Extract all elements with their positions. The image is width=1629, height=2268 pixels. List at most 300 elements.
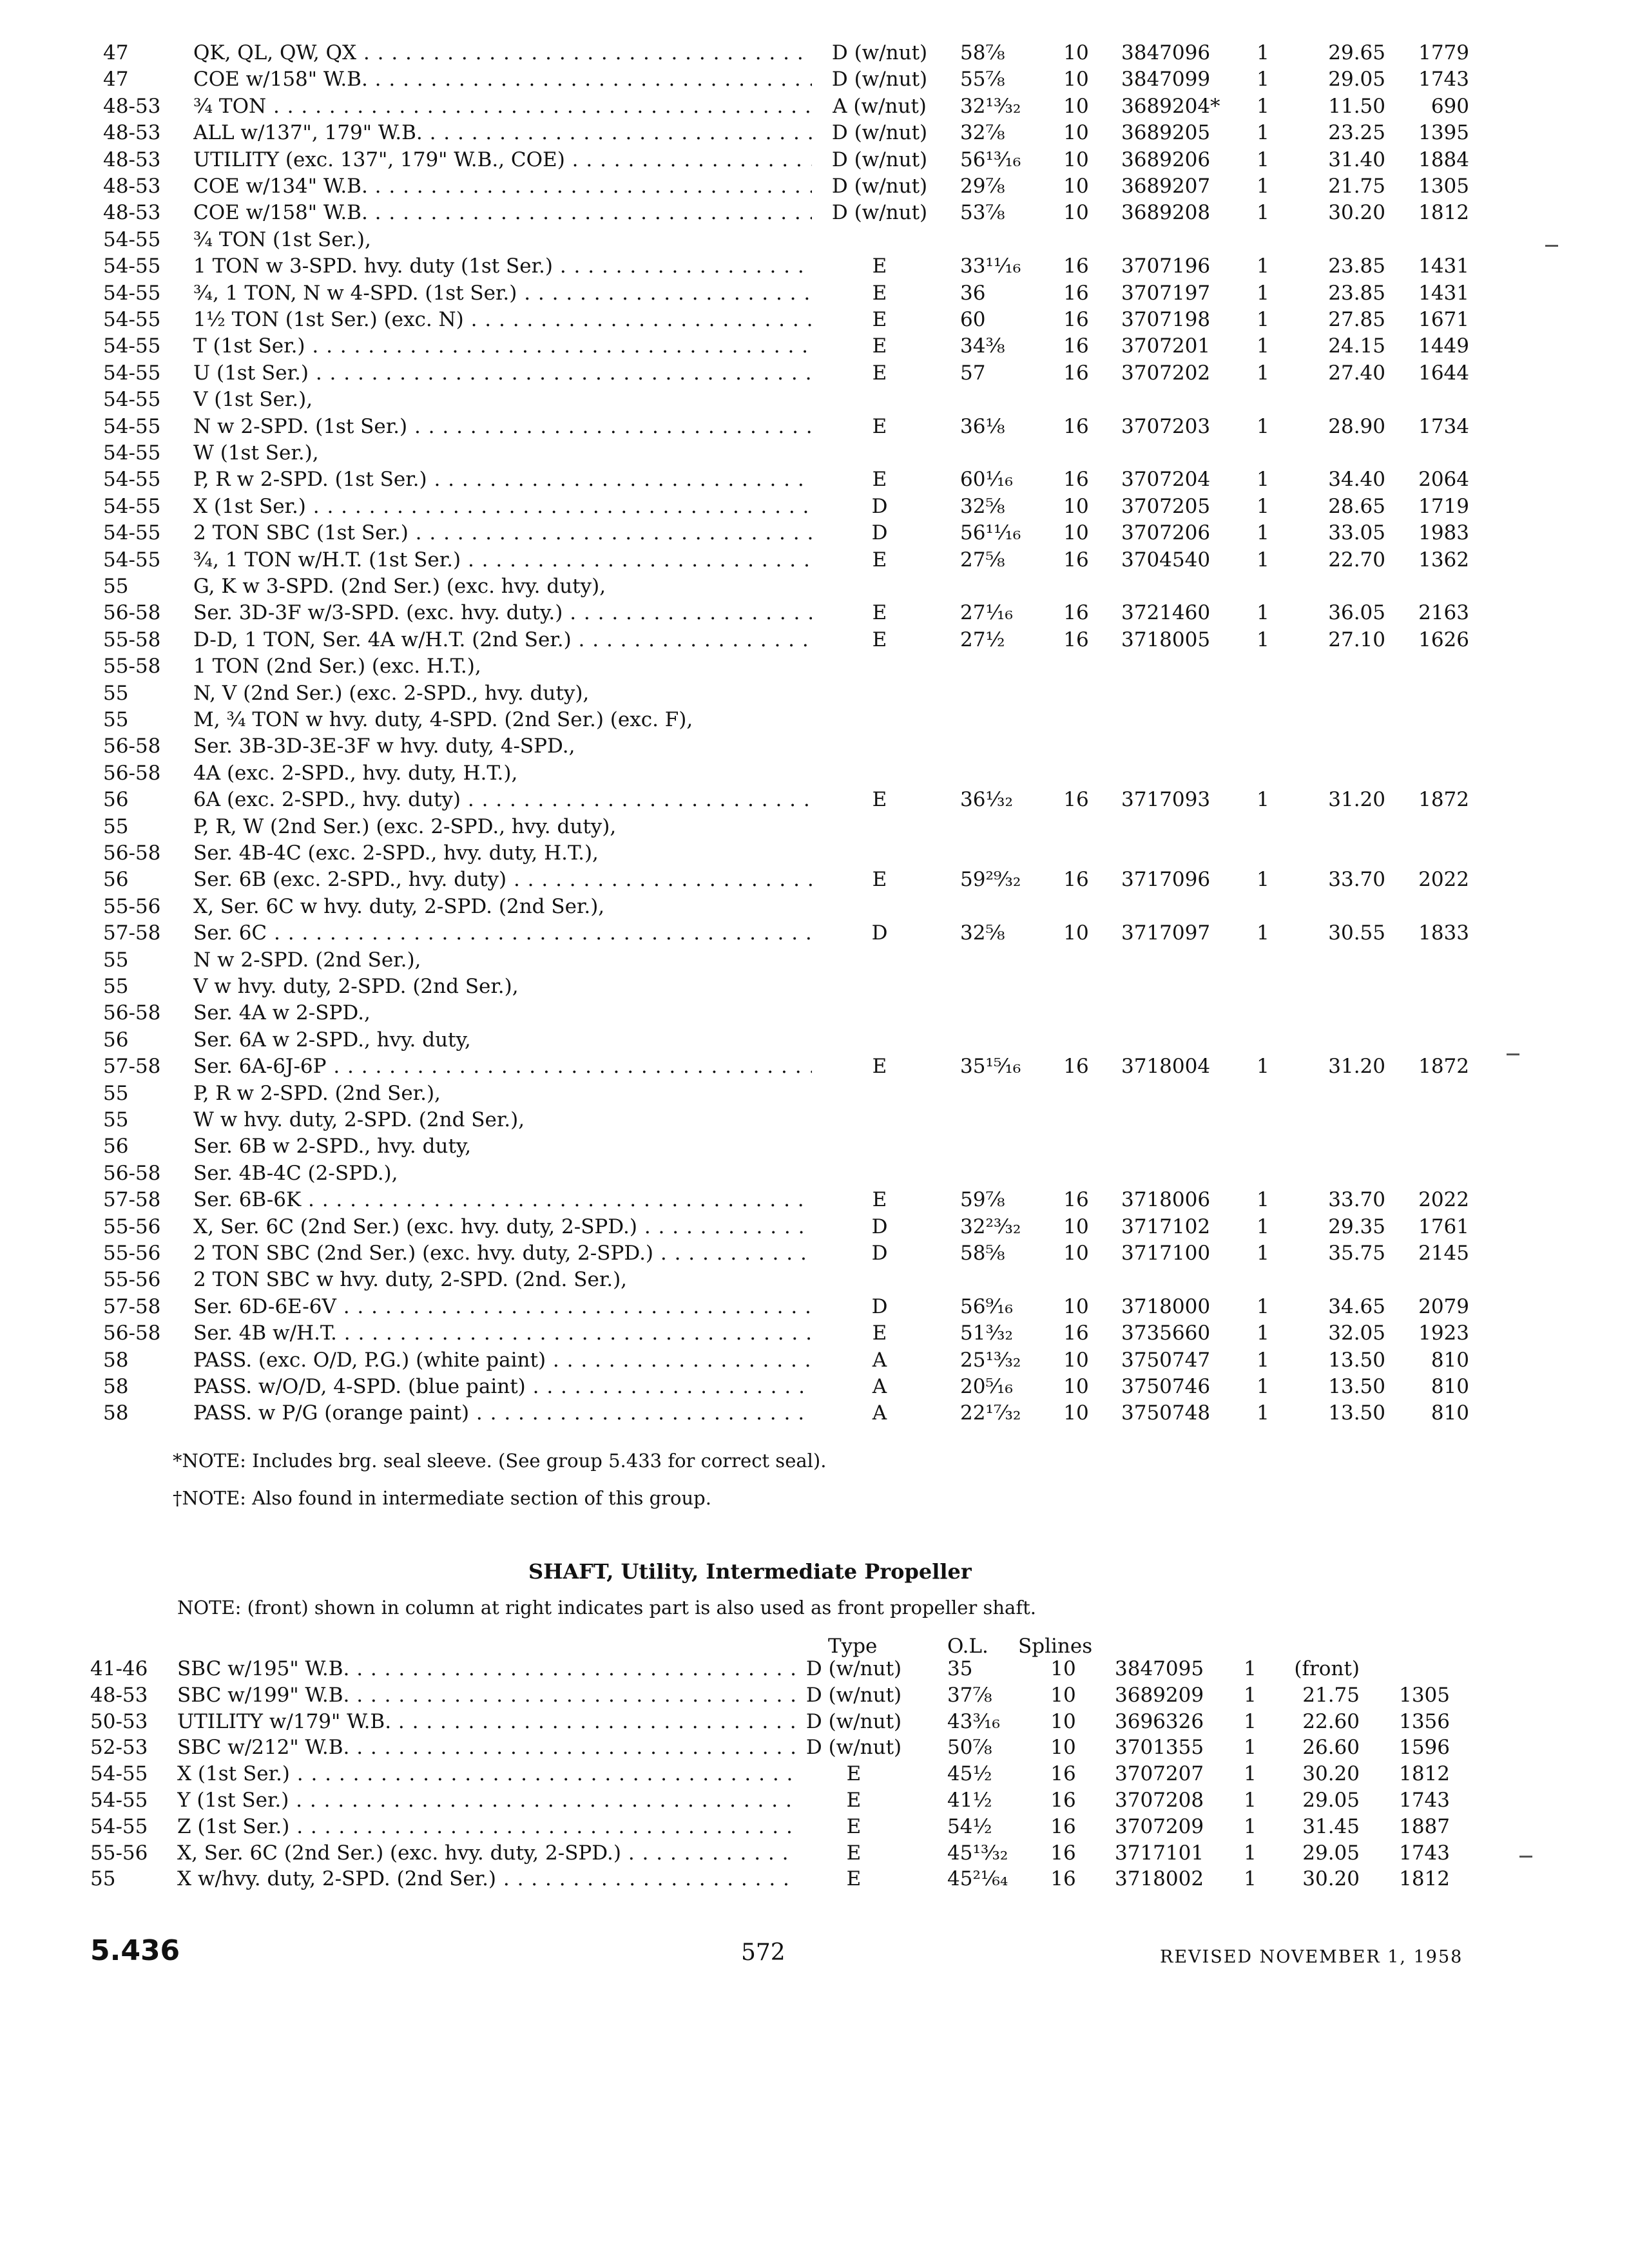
description-cell: G, K w 3-SPD. (2nd Ser.) (exc. hvy. duty), bbox=[193, 575, 606, 598]
year-cell: 55 bbox=[103, 948, 129, 972]
part-number-cell: 3707206 bbox=[1121, 521, 1211, 545]
year-cell: 54-55 bbox=[103, 308, 161, 331]
price-cell: 28.90 bbox=[1328, 414, 1385, 438]
description-cell: Ser. 4B w/H.T. . . . bbox=[193, 1320, 812, 1347]
part-number-cell: 3717101 bbox=[1115, 1841, 1204, 1865]
description-cell: ¾ TON (1st Ser.), bbox=[193, 227, 371, 251]
part-number-cell: 3689204* bbox=[1121, 94, 1220, 118]
margin-mark bbox=[1545, 245, 1558, 247]
ol-cell: 32⅝ bbox=[960, 494, 1005, 518]
code-cell: 2022 bbox=[1418, 868, 1469, 892]
description-cell: D-D, 1 TON, Ser. 4A w/H.T. (2nd Ser.) . . . bbox=[193, 627, 812, 653]
table-row bbox=[0, 280, 1629, 307]
price-cell: 21.75 bbox=[1328, 175, 1385, 198]
code-cell: 1884 bbox=[1418, 148, 1469, 171]
type-cell: E bbox=[846, 1841, 862, 1865]
year-cell: 55-56 bbox=[103, 894, 161, 918]
table-row bbox=[0, 920, 1629, 947]
description-cell: 6A (exc. 2-SPD., hvy. duty) . . . bbox=[193, 787, 812, 813]
type-cell: D (w/nut) bbox=[805, 1683, 902, 1707]
quantity-cell: 1 bbox=[1257, 1401, 1269, 1425]
table-row bbox=[0, 360, 1629, 387]
quantity-cell: 1 bbox=[1257, 121, 1269, 145]
table-row bbox=[0, 120, 1629, 146]
description-cell: Ser. 3D-3F w/3-SPD. (exc. hvy. duty.) . . . bbox=[193, 600, 812, 626]
year-cell: 56 bbox=[103, 1135, 129, 1158]
year-cell: 48-53 bbox=[103, 175, 161, 198]
ol-cell: 60 bbox=[960, 308, 986, 331]
year-cell: 56-58 bbox=[103, 1321, 161, 1345]
description-cell: 1 TON (2nd Ser.) (exc. H.T.), bbox=[193, 655, 481, 678]
quantity-cell: 1 bbox=[1257, 601, 1269, 625]
year-cell: 47 bbox=[103, 41, 129, 64]
table-row bbox=[0, 494, 1629, 520]
splines-cell: 10 bbox=[1063, 494, 1089, 518]
ol-cell: 32⅞ bbox=[960, 121, 1005, 145]
code-cell: 810 bbox=[1431, 1401, 1469, 1425]
description-cell: COE w/158" W.B. . . . bbox=[193, 200, 812, 226]
table-row bbox=[0, 1866, 1629, 1892]
price-cell: 29.05 bbox=[1328, 68, 1385, 91]
quantity-cell: 1 bbox=[1257, 1055, 1269, 1079]
part-number-cell: 3707205 bbox=[1121, 494, 1211, 518]
price-cell: 30.20 bbox=[1302, 1762, 1360, 1786]
part-number-cell: 3707204 bbox=[1121, 468, 1211, 492]
table-row bbox=[0, 520, 1629, 546]
type-cell: D bbox=[871, 921, 888, 945]
description-cell: 2 TON SBC w hvy. duty, 2-SPD. (2nd. Ser.), bbox=[193, 1268, 628, 1292]
table-row bbox=[0, 333, 1629, 360]
price-cell: 22.70 bbox=[1328, 548, 1385, 572]
price-cell: 13.50 bbox=[1328, 1375, 1385, 1398]
description-cell: Ser. 6D-6E-6V . . . bbox=[193, 1294, 812, 1320]
description-cell: U (1st Ser.) . . . bbox=[193, 360, 812, 387]
year-cell: 57-58 bbox=[103, 1055, 161, 1079]
splines-cell: 16 bbox=[1063, 548, 1089, 572]
type-cell: E bbox=[872, 255, 887, 278]
margin-mark bbox=[1519, 1856, 1532, 1858]
price-cell: 13.50 bbox=[1328, 1401, 1385, 1425]
description-cell: Ser. 6A w 2-SPD., hvy. duty, bbox=[193, 1028, 471, 1052]
year-cell: 55-56 bbox=[103, 1215, 161, 1238]
description-cell: ¾, 1 TON w/H.T. (1st Ser.) . . . bbox=[193, 547, 812, 573]
table-row bbox=[0, 573, 1629, 600]
quantity-cell: 1 bbox=[1244, 1683, 1257, 1707]
year-cell: 54-55 bbox=[103, 494, 161, 518]
table-row bbox=[0, 307, 1629, 333]
description-cell: COE w/158" W.B. . . . bbox=[193, 66, 812, 93]
year-cell: 54-55 bbox=[103, 548, 161, 572]
price-cell: 31.45 bbox=[1302, 1814, 1360, 1838]
year-cell: 52-53 bbox=[90, 1736, 148, 1760]
splines-cell: 10 bbox=[1063, 1294, 1089, 1318]
table-row bbox=[0, 200, 1629, 226]
type-cell: E bbox=[846, 1867, 862, 1891]
table-row bbox=[0, 1214, 1629, 1240]
table-row bbox=[0, 93, 1629, 120]
part-number-cell: 3718004 bbox=[1121, 1055, 1211, 1079]
quantity-cell: 1 bbox=[1257, 521, 1269, 545]
description-cell: X, Ser. 6C (2nd Ser.) (exc. hvy. duty, 2-SPD.) . . . bbox=[177, 1840, 796, 1867]
table-row bbox=[0, 707, 1629, 733]
price-cell: 29.65 bbox=[1328, 41, 1385, 64]
splines-cell: 10 bbox=[1050, 1736, 1076, 1760]
part-number-cell: 3735660 bbox=[1121, 1321, 1211, 1345]
code-cell: 1305 bbox=[1418, 175, 1469, 198]
description-cell: W (1st Ser.), bbox=[193, 441, 319, 465]
quantity-cell: 1 bbox=[1257, 41, 1269, 64]
type-cell: E bbox=[872, 1055, 887, 1079]
quantity-cell: 1 bbox=[1257, 868, 1269, 892]
table-row bbox=[0, 814, 1629, 840]
splines-cell: 10 bbox=[1063, 921, 1089, 945]
code-cell: 1812 bbox=[1399, 1867, 1450, 1891]
year-cell: 56-58 bbox=[103, 1161, 161, 1185]
price-cell: 33.70 bbox=[1328, 868, 1385, 892]
description-cell: X (1st Ser.) . . . bbox=[177, 1761, 796, 1787]
ol-cell: 56¹¹⁄₁₆ bbox=[960, 521, 1021, 545]
quantity-cell: 1 bbox=[1257, 468, 1269, 492]
quantity-cell: 1 bbox=[1244, 1657, 1257, 1680]
price-cell: (front) bbox=[1294, 1657, 1360, 1680]
ol-cell: 58⅞ bbox=[960, 41, 1005, 64]
table-row bbox=[0, 253, 1629, 280]
code-cell: 1812 bbox=[1418, 201, 1469, 225]
ol-cell: 27½ bbox=[960, 628, 1005, 651]
description-cell: SBC w/195" W.B. . . . bbox=[177, 1656, 796, 1682]
type-cell: D (w/nut) bbox=[805, 1709, 902, 1733]
year-cell: 54-55 bbox=[90, 1789, 148, 1812]
note-seal-sleeve: *NOTE: Includes brg. seal sleeve. (See group 5.433 for correct seal). bbox=[173, 1450, 827, 1472]
type-cell: E bbox=[846, 1762, 862, 1786]
description-cell: 1 TON w 3-SPD. hvy. duty (1st Ser.) . . . bbox=[193, 253, 812, 280]
splines-cell: 10 bbox=[1063, 41, 1089, 64]
price-cell: 34.65 bbox=[1328, 1294, 1385, 1318]
description-cell: COE w/134" W.B. . . . bbox=[193, 173, 812, 200]
type-cell: E bbox=[872, 628, 887, 651]
price-cell: 28.65 bbox=[1328, 494, 1385, 518]
year-cell: 56-58 bbox=[103, 841, 161, 865]
description-cell: N, V (2nd Ser.) (exc. 2-SPD., hvy. duty), bbox=[193, 681, 590, 705]
type-cell: D bbox=[871, 1242, 888, 1265]
code-cell: 1872 bbox=[1418, 788, 1469, 812]
column-header-splines: Splines bbox=[1018, 1635, 1093, 1658]
code-cell: 690 bbox=[1431, 94, 1469, 118]
ol-cell: 32¹³⁄₃₂ bbox=[960, 94, 1021, 118]
splines-cell: 16 bbox=[1063, 788, 1089, 812]
part-number-cell: 3707208 bbox=[1115, 1789, 1204, 1812]
table-row bbox=[0, 1240, 1629, 1267]
year-cell: 55 bbox=[90, 1867, 116, 1891]
price-cell: 27.40 bbox=[1328, 361, 1385, 385]
description-cell: UTILITY (exc. 137", 179" W.B., COE) . . . bbox=[193, 147, 812, 173]
ol-cell: 51³⁄₃₂ bbox=[960, 1321, 1013, 1345]
description-cell: SBC w/199" W.B. . . . bbox=[177, 1682, 796, 1709]
table-row bbox=[0, 466, 1629, 493]
code-cell: 1719 bbox=[1418, 494, 1469, 518]
type-cell: E bbox=[872, 548, 887, 572]
description-cell: ALL w/137", 179" W.B. . . . bbox=[193, 120, 812, 146]
year-cell: 56-58 bbox=[103, 1001, 161, 1025]
part-number-cell: 3717102 bbox=[1121, 1215, 1211, 1238]
table-row bbox=[0, 440, 1629, 466]
table-row bbox=[0, 1053, 1629, 1080]
description-cell: Ser. 3B-3D-3E-3F w hvy. duty, 4-SPD., bbox=[193, 735, 575, 758]
type-cell: E bbox=[872, 868, 887, 892]
year-cell: 55 bbox=[103, 575, 129, 598]
table-row bbox=[0, 894, 1629, 920]
description-cell: 2 TON SBC (2nd Ser.) (exc. hvy. duty, 2-SPD.) . . . bbox=[193, 1240, 812, 1267]
description-cell: Ser. 4B-4C (2-SPD.), bbox=[193, 1161, 398, 1185]
code-cell: 1779 bbox=[1418, 41, 1469, 64]
code-cell: 1305 bbox=[1399, 1683, 1450, 1707]
year-cell: 54-55 bbox=[90, 1814, 148, 1838]
price-cell: 22.60 bbox=[1302, 1709, 1360, 1733]
code-cell: 810 bbox=[1431, 1348, 1469, 1372]
code-cell: 1395 bbox=[1418, 121, 1469, 145]
column-header-ol: O.L. bbox=[947, 1635, 988, 1658]
description-cell: X w/hvy. duty, 2-SPD. (2nd Ser.) . . . bbox=[177, 1866, 796, 1892]
type-cell: D bbox=[871, 1294, 888, 1318]
ol-cell: 33¹¹⁄₁₆ bbox=[960, 255, 1021, 278]
price-cell: 33.05 bbox=[1328, 521, 1385, 545]
type-cell: A (w/nut) bbox=[833, 94, 927, 118]
table-row bbox=[0, 733, 1629, 760]
price-cell: 31.20 bbox=[1328, 788, 1385, 812]
quantity-cell: 1 bbox=[1244, 1814, 1257, 1838]
description-cell: V w hvy. duty, 2-SPD. (2nd Ser.), bbox=[193, 975, 519, 998]
description-cell: PASS. w/O/D, 4-SPD. (blue paint) . . . bbox=[193, 1374, 812, 1400]
code-cell: 2145 bbox=[1418, 1242, 1469, 1265]
type-cell: E bbox=[872, 361, 887, 385]
quantity-cell: 1 bbox=[1257, 414, 1269, 438]
year-cell: 56-58 bbox=[103, 735, 161, 758]
year-cell: 55-56 bbox=[90, 1841, 148, 1865]
description-cell: T (1st Ser.) . . . bbox=[193, 333, 812, 360]
year-cell: 55 bbox=[103, 1081, 129, 1105]
ol-cell: 50⅞ bbox=[947, 1736, 992, 1760]
description-cell: 1½ TON (1st Ser.) (exc. N) . . . bbox=[193, 307, 812, 333]
splines-cell: 16 bbox=[1063, 281, 1089, 305]
splines-cell: 16 bbox=[1063, 1188, 1089, 1212]
page-number: 572 bbox=[741, 1939, 786, 1966]
splines-cell: 10 bbox=[1063, 175, 1089, 198]
table-row bbox=[0, 1840, 1629, 1867]
table-row bbox=[0, 947, 1629, 974]
year-cell: 56-58 bbox=[103, 761, 161, 785]
table-row bbox=[0, 600, 1629, 626]
code-cell: 1833 bbox=[1418, 921, 1469, 945]
ol-cell: 58⅝ bbox=[960, 1242, 1005, 1265]
code-cell: 2163 bbox=[1418, 601, 1469, 625]
quantity-cell: 1 bbox=[1244, 1789, 1257, 1812]
part-number-cell: 3689205 bbox=[1121, 121, 1211, 145]
description-cell: ¾, 1 TON, N w 4-SPD. (1st Ser.) . . . bbox=[193, 280, 812, 307]
table-row bbox=[0, 1709, 1629, 1735]
year-cell: 56-58 bbox=[103, 601, 161, 625]
year-cell: 56 bbox=[103, 1028, 129, 1052]
table-row bbox=[0, 653, 1629, 680]
type-cell: E bbox=[872, 414, 887, 438]
ol-cell: 32²³⁄₃₂ bbox=[960, 1215, 1021, 1238]
year-cell: 56 bbox=[103, 868, 129, 892]
quantity-cell: 1 bbox=[1244, 1762, 1257, 1786]
code-cell: 1887 bbox=[1399, 1814, 1450, 1838]
code-cell: 1761 bbox=[1418, 1215, 1469, 1238]
code-cell: 1644 bbox=[1418, 361, 1469, 385]
table-row bbox=[0, 680, 1629, 707]
year-cell: 58 bbox=[103, 1348, 129, 1372]
quantity-cell: 1 bbox=[1257, 175, 1269, 198]
part-number-cell: 3718000 bbox=[1121, 1294, 1211, 1318]
splines-cell: 10 bbox=[1063, 201, 1089, 225]
description-cell: M, ¾ TON w hvy. duty, 4-SPD. (2nd Ser.) (exc. F), bbox=[193, 708, 693, 731]
description-cell: Ser. 6B (exc. 2-SPD., hvy. duty) . . . bbox=[193, 867, 812, 893]
quantity-cell: 1 bbox=[1244, 1709, 1257, 1733]
table-row bbox=[0, 1320, 1629, 1347]
part-number-cell: 3707198 bbox=[1121, 308, 1211, 331]
year-cell: 55-58 bbox=[103, 628, 161, 651]
part-number-cell: 3750747 bbox=[1121, 1348, 1211, 1372]
description-cell: SBC w/212" W.B. . . . bbox=[177, 1735, 796, 1761]
price-cell: 31.40 bbox=[1328, 148, 1385, 171]
splines-cell: 10 bbox=[1063, 1215, 1089, 1238]
ol-cell: 36 bbox=[960, 281, 986, 305]
table-row bbox=[0, 147, 1629, 173]
table-row bbox=[0, 1735, 1629, 1761]
year-cell: 55 bbox=[103, 814, 129, 838]
ol-cell: 54½ bbox=[947, 1814, 992, 1838]
splines-cell: 16 bbox=[1063, 628, 1089, 651]
part-number-cell: 3750748 bbox=[1121, 1401, 1211, 1425]
code-cell: 1743 bbox=[1399, 1841, 1450, 1865]
description-cell: Ser. 6B-6K . . . bbox=[193, 1187, 812, 1213]
description-cell: Y (1st Ser.) . . . bbox=[177, 1787, 796, 1814]
splines-cell: 10 bbox=[1063, 68, 1089, 91]
description-cell: PASS. w P/G (orange paint) . . . bbox=[193, 1400, 812, 1427]
ol-cell: 45²¹⁄₆₄ bbox=[947, 1867, 1008, 1891]
splines-cell: 16 bbox=[1050, 1789, 1076, 1812]
splines-cell: 10 bbox=[1063, 1401, 1089, 1425]
description-cell: UTILITY w/179" W.B. . . . bbox=[177, 1709, 796, 1735]
price-cell: 32.05 bbox=[1328, 1321, 1385, 1345]
quantity-cell: 1 bbox=[1257, 1215, 1269, 1238]
part-number-cell: 3717100 bbox=[1121, 1242, 1211, 1265]
splines-cell: 16 bbox=[1063, 1321, 1089, 1345]
price-cell: 36.05 bbox=[1328, 601, 1385, 625]
type-cell: D (w/nut) bbox=[805, 1736, 902, 1760]
splines-cell: 16 bbox=[1063, 334, 1089, 358]
ol-cell: 45¹³⁄₃₂ bbox=[947, 1841, 1008, 1865]
code-cell: 1983 bbox=[1418, 521, 1469, 545]
part-number-cell: 3847099 bbox=[1121, 68, 1211, 91]
price-cell: 11.50 bbox=[1328, 94, 1385, 118]
code-cell: 1596 bbox=[1399, 1736, 1450, 1760]
part-number-cell: 3717096 bbox=[1121, 868, 1211, 892]
ol-cell: 59⅞ bbox=[960, 1188, 1005, 1212]
price-cell: 13.50 bbox=[1328, 1348, 1385, 1372]
quantity-cell: 1 bbox=[1257, 548, 1269, 572]
type-cell: A bbox=[872, 1401, 887, 1425]
type-cell: E bbox=[846, 1814, 862, 1838]
section-heading: SHAFT, Utility, Intermediate Propeller bbox=[528, 1559, 972, 1584]
type-cell: E bbox=[872, 281, 887, 305]
revision-date: REVISED NOVEMBER 1, 1958 bbox=[1160, 1947, 1463, 1967]
splines-cell: 10 bbox=[1063, 1348, 1089, 1372]
table-row bbox=[0, 1400, 1629, 1427]
year-cell: 50-53 bbox=[90, 1709, 148, 1733]
code-cell: 1671 bbox=[1418, 308, 1469, 331]
code-cell: 1872 bbox=[1418, 1055, 1469, 1079]
price-cell: 33.70 bbox=[1328, 1188, 1385, 1212]
year-cell: 54-55 bbox=[103, 281, 161, 305]
table-row bbox=[0, 1160, 1629, 1187]
ol-cell: 36¹⁄₃₂ bbox=[960, 788, 1013, 812]
year-cell: 55-56 bbox=[103, 1268, 161, 1292]
table-row bbox=[0, 1133, 1629, 1160]
part-number-cell: 3707201 bbox=[1121, 334, 1211, 358]
quantity-cell: 1 bbox=[1257, 255, 1269, 278]
quantity-cell: 1 bbox=[1244, 1736, 1257, 1760]
year-cell: 54-55 bbox=[103, 334, 161, 358]
type-cell: E bbox=[872, 468, 887, 492]
description-cell: W w hvy. duty, 2-SPD. (2nd Ser.), bbox=[193, 1108, 525, 1131]
description-cell: P, R w 2-SPD. (2nd Ser.), bbox=[193, 1081, 441, 1105]
table-row bbox=[0, 867, 1629, 893]
ol-cell: 35¹⁵⁄₁₆ bbox=[960, 1055, 1021, 1079]
margin-mark bbox=[1507, 1053, 1519, 1055]
type-cell: E bbox=[872, 1321, 887, 1345]
price-cell: 27.85 bbox=[1328, 308, 1385, 331]
code-cell: 2079 bbox=[1418, 1294, 1469, 1318]
splines-cell: 16 bbox=[1063, 255, 1089, 278]
quantity-cell: 1 bbox=[1257, 1375, 1269, 1398]
year-cell: 57-58 bbox=[103, 1294, 161, 1318]
quantity-cell: 1 bbox=[1257, 148, 1269, 171]
year-cell: 48-53 bbox=[103, 94, 161, 118]
table-row bbox=[0, 974, 1629, 1000]
type-cell: E bbox=[872, 1188, 887, 1212]
year-cell: 54-55 bbox=[103, 414, 161, 438]
code-cell: 1743 bbox=[1399, 1789, 1450, 1812]
table-row bbox=[0, 1682, 1629, 1709]
part-number-cell: 3689208 bbox=[1121, 201, 1211, 225]
part-number-cell: 3718006 bbox=[1121, 1188, 1211, 1212]
table-row bbox=[0, 1187, 1629, 1213]
ol-cell: 34⅜ bbox=[960, 334, 1005, 358]
quantity-cell: 1 bbox=[1257, 308, 1269, 331]
year-cell: 54-55 bbox=[103, 361, 161, 385]
ol-cell: 32⅝ bbox=[960, 921, 1005, 945]
table-row bbox=[0, 173, 1629, 200]
description-cell: Ser. 4B-4C (exc. 2-SPD., hvy. duty, H.T.), bbox=[193, 841, 599, 865]
type-cell: E bbox=[872, 308, 887, 331]
type-cell: D (w/nut) bbox=[831, 148, 928, 171]
type-cell: D (w/nut) bbox=[831, 121, 928, 145]
part-number-cell: 3847095 bbox=[1115, 1657, 1204, 1680]
year-cell: 55 bbox=[103, 1108, 129, 1131]
table-row bbox=[0, 1000, 1629, 1026]
ol-cell: 53⅞ bbox=[960, 201, 1005, 225]
year-cell: 55 bbox=[103, 708, 129, 731]
price-cell: 35.75 bbox=[1328, 1242, 1385, 1265]
table-row bbox=[0, 1267, 1629, 1293]
description-cell: N w 2-SPD. (1st Ser.) . . . bbox=[193, 414, 812, 440]
code-cell: 1449 bbox=[1418, 334, 1469, 358]
code-cell: 1812 bbox=[1399, 1762, 1450, 1786]
splines-cell: 16 bbox=[1063, 361, 1089, 385]
quantity-cell: 1 bbox=[1257, 628, 1269, 651]
